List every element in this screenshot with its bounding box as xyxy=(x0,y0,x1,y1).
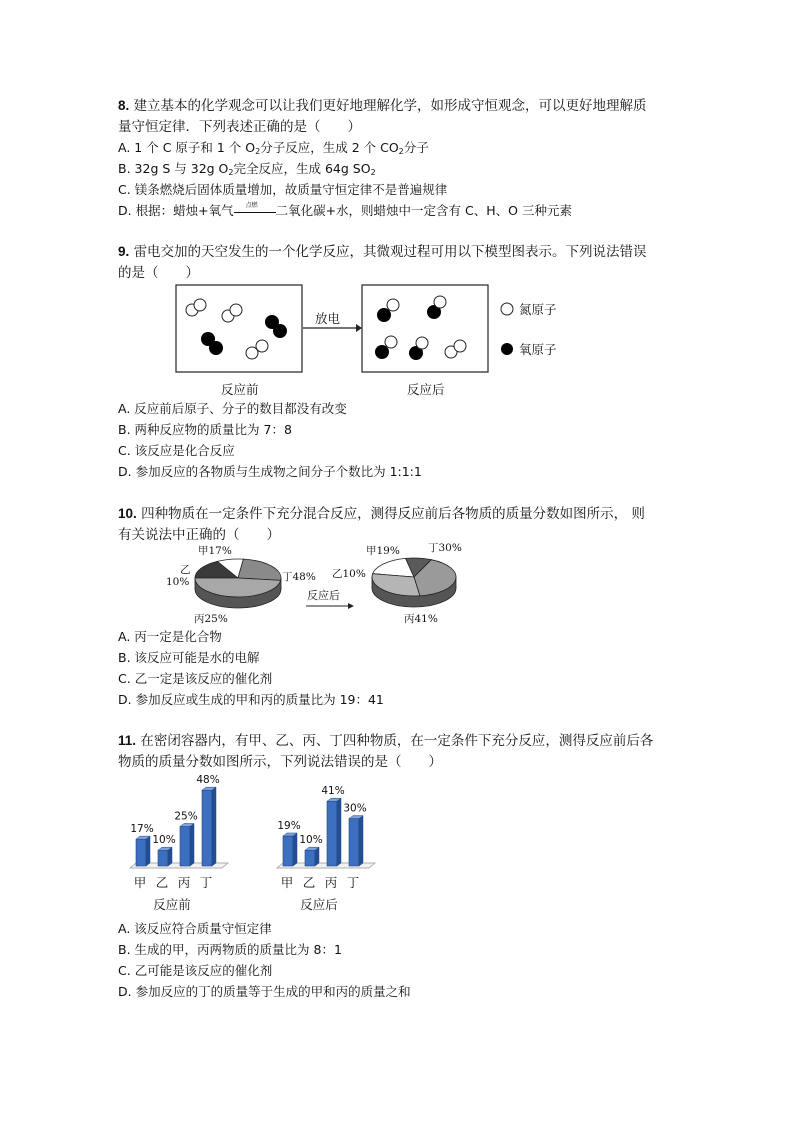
option-text: 分子反应，生成 2 个 CO xyxy=(260,140,399,155)
legend-white-circle xyxy=(501,303,513,315)
bar-ding xyxy=(349,816,363,866)
pie-chart-before xyxy=(195,559,281,608)
bar-data-label: 48% xyxy=(196,775,220,787)
pie-after-label-bing: 丙41% xyxy=(404,613,438,625)
pie-before-label-jia: 甲17% xyxy=(198,545,232,557)
q11-option-b[interactable] xyxy=(118,940,342,960)
bar-chart-xlabel: 反应前 xyxy=(153,897,191,912)
option-letter: C. xyxy=(118,671,131,686)
option-text: 1 个 C 原子和 1 个 O xyxy=(134,140,256,155)
bar-category-label: 丁 xyxy=(346,875,360,890)
q11-number: 11. xyxy=(118,733,137,748)
option-text: 丙一定是化合物 xyxy=(134,629,222,644)
option-text: 根据：蜡烛+氧气 xyxy=(135,203,234,218)
n2-molecule xyxy=(186,299,206,316)
n2-molecule xyxy=(445,340,466,358)
option-letter: B. xyxy=(118,422,131,437)
q11-option-a[interactable] xyxy=(118,919,272,939)
option-letter: A. xyxy=(118,140,131,155)
bar-chart-after xyxy=(277,785,375,912)
after-label: 反应后 xyxy=(407,382,445,397)
no-molecule xyxy=(409,337,428,360)
option-letter: A. xyxy=(118,401,131,416)
q8-number: 8. xyxy=(118,98,130,113)
q10-option-d[interactable] xyxy=(118,690,384,710)
bar-data-label: 30% xyxy=(343,802,367,815)
after-box xyxy=(362,285,488,372)
bar-category-label: 丙 xyxy=(324,875,338,890)
option-text: 二氧化碳+水，则蜡烛中一定含有 C、H、O 三种元素 xyxy=(275,203,572,218)
q9-stem-line2: 的是（ ） xyxy=(118,265,199,281)
o2-molecule xyxy=(265,315,287,338)
q9-number: 9. xyxy=(118,244,130,259)
reaction-arrow xyxy=(234,201,276,219)
arrow-condition: 点燃 xyxy=(245,201,258,209)
option-letter: B. xyxy=(118,942,131,957)
q8-stem-line1 xyxy=(118,96,647,116)
bar-yi xyxy=(305,847,319,866)
bar-category-label: 乙 xyxy=(302,875,316,890)
bar-data-label: 25% xyxy=(174,810,198,823)
option-text: 参加反应的各物质与生成物之间分子个数比为 1:1:1 xyxy=(135,464,422,479)
option-letter: A. xyxy=(118,629,131,644)
pie-after-label-yi: 乙10% xyxy=(332,568,366,580)
option-text: 乙一定是该反应的催化剂 xyxy=(134,671,273,686)
q11-option-c[interactable] xyxy=(118,961,272,981)
option-letter: D. xyxy=(118,692,132,707)
bar-jia xyxy=(283,833,297,866)
option-text: 参加反应或生成的甲和丙的质量比为 19：41 xyxy=(135,692,384,707)
q8-option-d[interactable] xyxy=(118,201,572,221)
q9-option-d[interactable] xyxy=(118,462,422,482)
bar-category-label: 乙 xyxy=(155,875,169,890)
bar-data-label: 19% xyxy=(277,819,301,832)
pie-arrowhead xyxy=(348,603,354,609)
pie-before-label-ding: 丁48% xyxy=(282,571,316,583)
pie-before-label-bing: 丙25% xyxy=(194,613,228,625)
q9-option-c[interactable] xyxy=(118,441,235,461)
q10-pie-figure xyxy=(160,540,480,628)
q10-stem-line2: 有关说法中正确的（ ） xyxy=(118,527,280,543)
option-letter: C. xyxy=(118,963,131,978)
option-text: 该反应符合质量守恒定律 xyxy=(134,921,272,936)
option-text: 分子 xyxy=(403,140,429,155)
subscript: 2 xyxy=(228,168,234,177)
pie-before-label-yi: 乙 xyxy=(180,564,191,576)
subscript: 2 xyxy=(255,147,261,156)
legend-white-label: 氮原子 xyxy=(519,302,557,317)
q8-stem-line2: 量守恒定律．下列表述正确的是（ ） xyxy=(118,119,361,135)
option-letter: C. xyxy=(118,182,131,197)
option-letter: B. xyxy=(118,161,131,176)
bar-chart-xlabel: 反应后 xyxy=(300,897,338,912)
bar-chart-before xyxy=(130,775,228,912)
option-letter: B. xyxy=(118,650,131,665)
option-letter: A. xyxy=(118,921,131,936)
q11-stem-text1: 在密闭容器内，有甲、乙、丙、丁四种物质，在一定条件下充分反应，测得反应前后各 xyxy=(140,733,654,749)
bar-category-label: 甲 xyxy=(133,875,147,890)
option-text: 32g S 与 32g O xyxy=(134,161,229,176)
q9-stem-text1: 雷电交加的天空发生的一个化学反应，其微观过程可用以下模型图表示。下列说法错误 xyxy=(133,244,647,260)
q8-option-c[interactable] xyxy=(118,180,447,200)
no-molecule xyxy=(375,336,397,359)
subscript: 2 xyxy=(398,147,404,156)
q11-option-d[interactable] xyxy=(118,982,411,1002)
arrow-line xyxy=(234,212,276,213)
q9-molecule-diagram xyxy=(170,282,570,400)
option-text: 完全反应，生成 64g SO xyxy=(233,161,371,176)
bar-ding xyxy=(202,787,216,866)
bar-bing xyxy=(180,824,194,867)
arrow-label: 放电 xyxy=(315,311,341,326)
option-text: 该反应是化合反应 xyxy=(134,443,235,458)
pie-after-label-ding: 丁30% xyxy=(428,542,462,554)
bar-data-label: 10% xyxy=(152,834,176,847)
q10-option-b[interactable] xyxy=(118,648,260,668)
bar-bing xyxy=(327,798,341,866)
bar-category-label: 丙 xyxy=(177,875,191,890)
option-text: 生成的甲，丙两物质的质量比为 8：1 xyxy=(134,942,342,957)
pie-chart-after xyxy=(372,558,456,607)
option-text: 两种反应物的质量比为 7：8 xyxy=(134,422,292,437)
option-text: 反应前后原子、分子的数目都没有改变 xyxy=(134,401,347,416)
no-molecule xyxy=(377,299,399,322)
option-letter: D. xyxy=(118,203,132,218)
bar-data-label: 10% xyxy=(299,834,323,847)
bar-category-label: 丁 xyxy=(199,875,213,890)
q10-stem-text1: 四种物质在一定条件下充分混合反应，测得反应前后各物质的质量分数如图所示， 则 xyxy=(141,506,645,522)
bar-jia xyxy=(136,836,150,866)
o2-molecule xyxy=(201,332,223,355)
n2-molecule xyxy=(222,304,242,322)
before-label: 反应前 xyxy=(221,382,259,397)
legend-black-circle xyxy=(501,343,513,355)
option-letter: C. xyxy=(118,443,131,458)
q10-option-a[interactable] xyxy=(118,627,222,647)
q11-bar-figure xyxy=(118,775,388,920)
no-molecule xyxy=(427,296,446,319)
pie-before-label-yi-pct: 10% xyxy=(166,576,190,588)
q9-option-a[interactable] xyxy=(118,399,347,419)
bar-category-label: 甲 xyxy=(280,875,294,890)
bar-data-label: 41% xyxy=(321,785,345,798)
q11-stem-line1 xyxy=(118,731,653,751)
q10-number: 10. xyxy=(118,506,137,521)
bar-yi xyxy=(158,847,172,866)
reaction-arrowhead xyxy=(356,324,362,332)
option-text: 该反应可能是水的电解 xyxy=(134,650,260,665)
bar-charts-svg xyxy=(118,775,388,920)
option-letter: D. xyxy=(118,464,132,479)
q11-stem-line2: 物质的质量分数如图所示，下列说法错误的是（ ） xyxy=(118,754,442,770)
q10-option-c[interactable] xyxy=(118,669,272,689)
option-text: 参加反应的丁的质量等于生成的甲和丙的质量之和 xyxy=(135,984,411,999)
q8-stem-text1: 建立基本的化学观念可以让我们更好地理解化学，如形成守恒观念，可以更好地理解质 xyxy=(133,98,647,114)
n2-molecule xyxy=(246,340,268,359)
pie-slice-bing xyxy=(238,559,281,580)
option-text: 镁条燃烧后固体质量增加，故质量守恒定律不是普遍规律 xyxy=(134,182,448,197)
pie-arrow-label: 反应后 xyxy=(307,589,340,602)
subscript: 2 xyxy=(370,168,376,177)
pie-after-label-jia: 甲19% xyxy=(366,545,400,557)
option-letter: D. xyxy=(118,984,132,999)
option-text: 乙可能是该反应的催化剂 xyxy=(134,963,273,978)
legend-black-label: 氧原子 xyxy=(519,342,557,357)
q10-stem-line1 xyxy=(118,504,645,524)
q9-stem-line1 xyxy=(118,242,647,262)
q9-option-b[interactable] xyxy=(118,420,292,440)
bar-data-label: 17% xyxy=(130,823,154,836)
